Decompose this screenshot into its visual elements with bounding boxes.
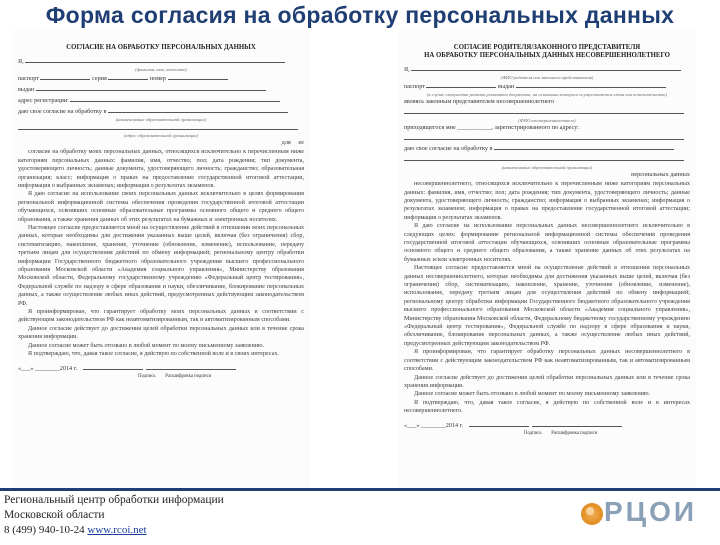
field-agree: даю свое согласие на обработку в <box>404 143 690 154</box>
paragraph-5: Данное согласие действует до достижения целей обработки персональных данных или в течение срока хранения информации. <box>18 325 304 341</box>
paragraph-3: Настоящее согласие предоставляется мной на осуществление действий в отношении моих персональных данных, которые необходимы для достижения указанных выше целей, включая (без ограничения) сбор, систематизацию, накопление, хранение, уточнение (обновление, изменение), использование, передачу третьим лицам для осуществления действий по обмену информацией; региональному центру обработки информации Государственного бюджетного образовательного учреждения высшего профессионального образования Московской области «Академия социального управления», Министерству образования Московской области, Федеральному государственному учреждению «Федеральный центр тестирования», Федеральной службе по надзору в сфере образования и науки, обезличивание, блокирование персональных данных, а также осуществление любых иных действий, предусмотренных действующим законодательством РФ. <box>18 225 304 307</box>
signature-line: «___» ________2014 г. <box>18 363 304 374</box>
paragraph-1: согласие на обработку моих персональных данных, относящихся исключительно к перечисленным ниже категориям персональных данных: фамилия, имя, отчество; пол; дата рождения; тип документа, удостоверяющего личность; данные документа, удостоверяющего личность; гражданство; образовательная организация; класс; информация о правах на предоставление государственной итоговой аттестации, информация о выбранных экзаменах; информация о результатах экзаменов. <box>18 149 304 189</box>
consent-form-parent: СОГЛАСИЕ РОДИТЕЛЯ/ЗАКОННОГО ПРЕДСТАВИТЕЛЯ НА ОБРАБОТКУ ПЕРСОНАЛЬНЫХ ДАННЫХ НЕСОВЕРШЕННОЛЕТНЕГО Я, (ФИО родителя или законного представителя) паспорт выдан (в случае опекунства указать реквизиты документа, на основании которого осуществляется опека или попечительство) являясь законным представителем несовершеннолетнего (ФИО несовершеннолетнего) приходящегося мне ___________, зарегистрированного по адресу: даю свое согласие на обработку в (наименование образовательной организации) персональных данных несовершеннолетнего, относящихся исключительно к перечисленным ниже категориям персональных данных: фамилия, имя, отчество; пол; дата рождения; тип документа, удостоверяющего личность; данные документа, удостоверяющего личность; гражданство; информация о выбранных экзаменах; информация о результатах экзаменов; информация о правах на предоставление государственной итоговой аттестации; информация о результатах экзаменов. Я даю согласие на использование персональных данных несовершеннолетнего исключительно в следующих целях: формирование региональной информационной системы обеспечения проведения государственной итоговой аттестации обучающихся, освоивших основные образовательные программы основного общего и среднего общего образования, а также хранение данных об этих результатах на бумажных и/или электронных носителях. Настоящее согласие предоставляется мной на осуществление действий в отношении персональных данных несовершеннолетнего, которые необходимы для достижения указанных выше целей, включая (без ограничения) сбор, систематизацию, накопление, хранение, уточнение (обновление, изменение), использование, передачу третьим лицам для осуществления действий по обмену информацией; региональному центру обработки информации Государственного бюджетного образовательного учреждения высшего профессионального образования Московской области «Академия социального управления», Министерству образования Московской области, Федеральному бюджетному государственному учреждению «Федеральный центр тестирования», Федеральной службе по надзору в сфере образования и науки, обезличивание, блокирование персональных данных, а также осуществление любых иных действий, предусмотренных действующим законодательством РФ. Я проинформирован, что гарантирует обработку персональных данных несовершеннолетнего в соответствии с действующим законодательством РФ как неавтоматизированным, так и автоматизированным способами. Данное согласие действует до достижения целей обработки персональных данных или в течение срока хранения информации. Данное согласие может быть отозвано в любой момент по моему письменному заявлению. Я подтверждаю, что, давая такое согласие, я действую по собственной воле и в интересах несовершеннолетнего. «___» ________2014 г. Подпись Расшифровка подписи <box>398 30 696 488</box>
paragraph-6: Данное согласие может быть отозвано в любой момент по моему письменному заявлению. <box>28 342 265 349</box>
signature-line: «___» ________2014 г. <box>404 420 690 431</box>
field-representative: являясь законным представителем несовершеннолетнего <box>404 97 555 105</box>
paragraph-7: Я подтверждаю, что, давая такое согласие, я действую по собственной воле и в своих интересах. <box>28 351 279 358</box>
paragraph-5: Данное согласие действует до достижения целей обработки персональных данных или в течение срока хранения информации. <box>404 374 690 389</box>
field-agree: даю свое согласие на обработку в <box>18 106 304 117</box>
paragraph-2: Я даю согласие на использование своих персональных данных исключительно в целях формирования региональной информационной системы обеспечения проведения государственной итоговой аттестации обучающихся, освоивших основные образовательные программы основного общего и среднего общего образования, а также хранения данных об этих результатах на бумажных и электронных носителях. <box>18 191 304 223</box>
contact-line <box>4 524 147 536</box>
field-ya: Я, <box>404 64 690 75</box>
paragraph-4: Я проинформирован, что гарантирует обработку моих персональных данных в соответствии с действующим законодательством РФ как неавтоматизированным, так и автоматизированным способами. <box>18 309 304 324</box>
org-name-line1: Региональный центр обработки информации <box>4 494 224 506</box>
hint-org: (наименование образовательной организации) <box>115 116 207 122</box>
consent-form-student: СОГЛАСИЕ НА ОБРАБОТКУ ПЕРСОНАЛЬНЫХ ДАННЫХ Я, (фамилия, имя, отчество) паспорт серия номер выдан адрес регистрации: даю свое согласие на обработку в (наименование образовательной организации) (адрес образовательной организации) для ее согласие на обработку моих персональных данных, относящихся исключительно к перечисленным ниже категориям персональных данных: фамилия, имя, отчество; пол; дата рождения; тип документа, удостоверяющего личность; данные документа, удостоверяющего личность; гражданство; образовательная организация; класс; информация о правах на предоставление государственной итоговой аттестации, информация о выбранных экзаменах; информация о результатах экзаменов. Я даю согласие на использование своих персональных данных исключительно в целях формирования региональной информационной системы обеспечения проведения государственной итоговой аттестации обучающихся, освоивших основные образовательные программы основного общего и среднего общего образования, а также хранения данных об этих результатах на бумажных и электронных носителях. Настоящее согласие предоставляется мной на осуществление действий в отношении моих персональных данных, которые необходимы для достижения указанных выше целей, включая (без ограничения) сбор, систематизацию, накопление, хранение, уточнение (обновление, изменение), использование, передачу третьим лицам для осуществления действий по обмену информацией; региональному центру обработки информации Государственного бюджетного образовательного учреждения высшего профессионального образования Московской области «Академия социального управления», Министерству образования Московской области, Федеральному государственному учреждению «Федеральный центр тестирования», Федеральной службе по надзору в сфере образования и науки, обезличивание, блокирование персональных данных, а также осуществление любых иных действий, предусмотренных действующим законодательством РФ. Я проинформирован, что гарантирует обработку моих персональных данных в соответствии с действующим законодательством РФ как неавтоматизированным, так и автоматизированным способами. Данное согласие действует до достижения целей обработки персональных данных или в течение срока хранения информации. Данное согласие может быть отозвано в любой момент по моему письменному заявлению. Я подтверждаю, что, давая такое согласие, я действую по собственной воле и в своих интересах. «___» ________2014 г. Подпись Расшифровка подписи <box>12 30 310 488</box>
field-ya: Я, <box>18 56 304 67</box>
paragraph-3: Настоящее согласие предоставляется мной на осуществление действий в отношении персональных данных несовершеннолетнего, которые необходимы для достижения указанных выше целей, включая (без ограничения) сбор, систематизацию, накопление, хранение, уточнение (обновление, изменение), использование, передачу третьим лицам для осуществления действий по обмену информацией; региональному центру обработки информации Государственного бюджетного образовательного учреждения высшего профессионального образования Московской области «Академия социального управления», Министерству образования Московской области, Федеральному бюджетному государственному учреждению «Федеральный центр тестирования», Федеральной службе по надзору в сфере образования и науки, обезличивание, блокирование персональных данных, а также осуществление любых иных действий, предусмотренных действующим законодательством РФ. <box>404 265 690 347</box>
form-heading: СОГЛАСИЕ НА ОБРАБОТКУ ПЕРСОНАЛЬНЫХ ДАННЫХ <box>66 44 256 51</box>
paragraph-6: Данное согласие может быть отозвано в любой момент по моему письменному заявлению. <box>414 391 651 398</box>
hint-fio: (фамилия, имя, отчество) <box>135 66 187 72</box>
org-name-line2: Московской области <box>4 509 105 521</box>
website-link[interactable]: www.rcoi.net <box>87 524 147 536</box>
field-address: адрес регистрации: <box>18 95 304 106</box>
hint-addr: (адрес образовательной организации) <box>123 133 199 139</box>
field-vydan: выдан <box>18 84 304 95</box>
form-heading: СОГЛАСИЕ РОДИТЕЛЯ/ЗАКОННОГО ПРЕДСТАВИТЕЛЯ НА ОБРАБОТКУ ПЕРСОНАЛЬНЫХ ДАННЫХ НЕСОВЕРШЕННОЛЕТНЕГО <box>424 44 670 59</box>
field-passport: паспорт выдан <box>404 81 690 92</box>
field-passport: паспорт серия номер <box>18 73 304 84</box>
logo-text: РЦОИ <box>604 496 698 527</box>
paragraph-7: Я подтверждаю, что, давая такое согласие, я действую по собственной воле и в интересах несовершеннолетнего. <box>404 399 690 415</box>
paragraph-1: несовершеннолетнего, относящихся исключительно к перечисленным ниже категориям персональных данных: фамилия, имя, отчество; пол; дата рождения; тип документа, удостоверяющего личность; данные документа, удостоверяющего личность; гражданство; информация о выбранных экзаменах; информация о результатах экзаменов; информация о правах на предоставление государственной итоговой аттестации; информация о результатах экзаменов. <box>404 181 690 221</box>
paragraph-2: Я даю согласие на использование персональных данных несовершеннолетнего исключительно в следующих целях: формирование региональной информационной системы обеспечения проведения государственной итоговой аттестации обучающихся, освоивших основные образовательные программы основного общего и среднего общего образования, а также хранение данных об этих результатах на бумажных и/или электронных носителях. <box>404 223 690 263</box>
phone-number: 8 (499) 940-10-24 <box>4 524 85 536</box>
slide-title: Форма согласия на обработку персональных данных <box>45 2 675 28</box>
paragraph-4: Я проинформирован, что гарантирует обработку персональных данных несовершеннолетнего в соответствии с действующим законодательством РФ как неавтоматизированным, так и автоматизированным способами. <box>404 349 690 373</box>
